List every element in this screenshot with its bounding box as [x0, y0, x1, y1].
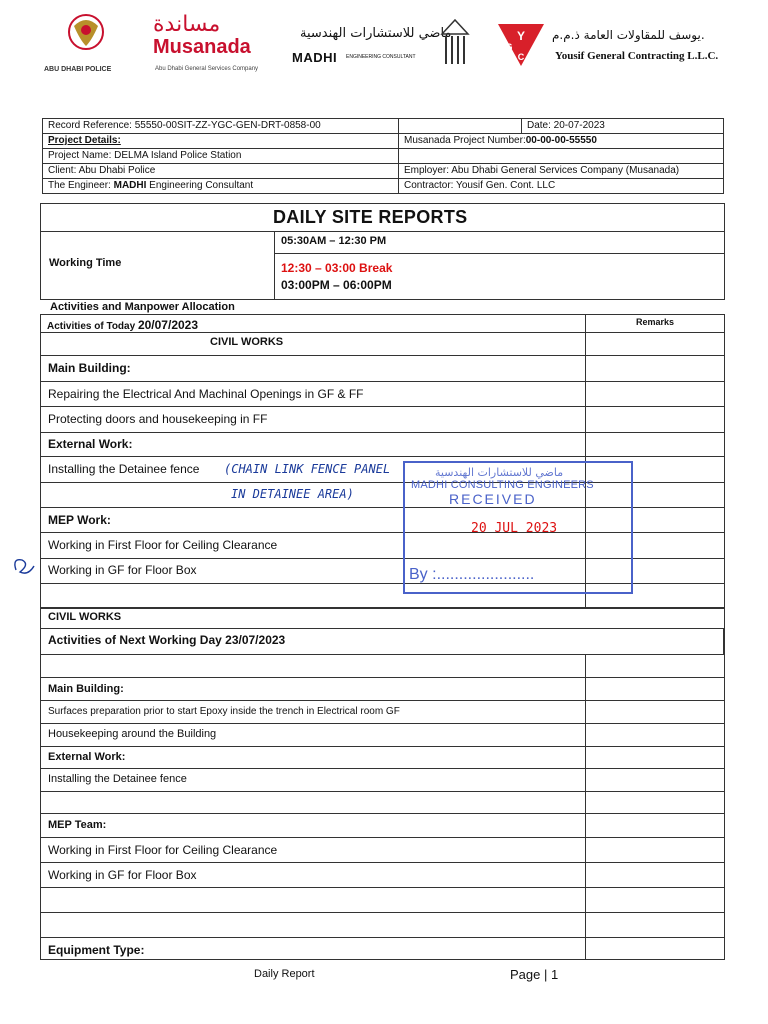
musanada-project-value: 00-00-00-55550: [525, 135, 597, 146]
record-reference: Record Reference: 55550-00SIT-ZZ-YGC-GEN-DRT-0858-00: [43, 119, 399, 134]
external-work-heading: External Work:: [48, 437, 133, 451]
today-activity-item: Repairing the Electrical And Machinal Openings in GF & FF: [48, 387, 364, 401]
today-activity-item: Working in GF for Floor Box: [48, 563, 197, 577]
working-time-1: 05:30AM – 12:30 PM: [281, 235, 387, 247]
divider: [40, 862, 725, 863]
info-empty-cell: [399, 149, 724, 164]
mep-team-heading: MEP Team:: [48, 819, 107, 831]
civil-works-heading: CIVIL WORKS: [210, 336, 284, 348]
mep-work-heading: MEP Work:: [48, 513, 111, 527]
main-building-heading: Main Building:: [48, 361, 131, 375]
divider: [274, 253, 725, 254]
divider: [40, 381, 725, 382]
stamp-arabic-mark: ماضي للاستشارات الهندسية: [435, 466, 564, 479]
madhi-arabic-mark: ماضي للاستشارات الهندسية: [300, 26, 452, 41]
activities-today-label: [47, 318, 198, 332]
client: Client: Abu Dhabi Police: [43, 164, 399, 179]
divider: [40, 654, 725, 655]
equipment-type-label: Equipment Type:: [48, 943, 145, 957]
divider: [40, 912, 725, 913]
madhi-building-icon: [440, 18, 470, 66]
divider: [40, 677, 725, 678]
next-day-heading: Activities of Next Working Day 23/07/2023: [48, 633, 286, 647]
remarks-header: Remarks: [636, 317, 675, 327]
next-activity-item: Surfaces preparation prior to start Epoxy inside the trench in Electrical room GF: [48, 706, 400, 717]
divider: [40, 628, 725, 629]
yousif-logo-text: Yousif General Contracting L.L.C.: [555, 50, 719, 62]
report-title: DAILY SITE REPORTS: [273, 207, 468, 227]
divider: [40, 355, 725, 356]
engineer-rest: Engineering Consultant: [146, 180, 254, 191]
divider: [40, 231, 725, 232]
employer: Employer: Abu Dhabi General Services Company (Musanada): [399, 164, 724, 179]
report-date: Date: 20-07-2023: [522, 119, 724, 134]
musanada-arabic-mark: مساندة: [153, 12, 221, 37]
madhi-logo-text: MADHI: [292, 50, 338, 65]
next-activity-item: Working in GF for Floor Box: [48, 868, 197, 882]
external-work-heading: External Work:: [48, 751, 126, 763]
activities-heading: Activities and Manpower Allocation: [50, 301, 235, 313]
engineer-name: MADHI: [113, 180, 147, 191]
divider: [40, 406, 725, 407]
next-activity-item: Housekeeping around the Building: [48, 728, 217, 740]
working-time-2: 03:00PM – 06:00PM: [281, 278, 392, 292]
divider: [40, 768, 725, 769]
musanada-logo-subtext: Abu Dhabi General Services Company: [155, 66, 259, 72]
civil-works-heading: CIVIL WORKS: [48, 611, 122, 623]
main-building-heading: Main Building:: [48, 683, 124, 695]
next-activity-item: Installing the Detainee fence: [48, 773, 187, 785]
musanada-project-number: [399, 134, 724, 149]
divider: [40, 432, 725, 433]
divider: [40, 937, 725, 938]
divider: [40, 700, 725, 701]
divider: [274, 231, 275, 300]
handwritten-note: IN DETAINEE AREA): [231, 487, 354, 501]
activities-today-text: Activities of Today: [47, 321, 138, 332]
musanada-project-label: Musanada Project Number:: [404, 135, 526, 146]
info-spacer: [399, 119, 522, 134]
divider: [40, 456, 725, 457]
break-time: 12:30 – 03:00 Break: [281, 261, 393, 275]
next-activity-item: Working in First Floor for Ceiling Clearance: [48, 843, 278, 857]
handwritten-initials-icon: [10, 550, 38, 580]
divider: [40, 837, 725, 838]
today-activity-item: Installing the Detainee fence: [48, 462, 200, 476]
divider: [40, 813, 725, 814]
received-stamp: [403, 461, 633, 594]
divider: [40, 332, 725, 333]
police-emblem-icon: [56, 10, 116, 56]
engineer: [43, 179, 399, 194]
stamp-line-1: MADHI CONSULTING ENGINEERS: [411, 479, 594, 491]
yousif-arabic-mark: يوسف للمقاولات العامة ذ.م.م.: [552, 28, 705, 42]
madhi-logo-subtext: ENGINEERING CONSULTANT: [346, 54, 416, 60]
page-number: Page | 1: [510, 967, 559, 982]
working-time-label: Working Time: [49, 257, 122, 269]
today-activity-item: Working in First Floor for Ceiling Clearance: [48, 538, 278, 552]
stamp-by: By :......................: [409, 566, 535, 583]
engineer-label: The Engineer:: [48, 180, 114, 191]
stamp-line-2: RECEIVED: [449, 491, 537, 507]
footer-left: Daily Report: [254, 968, 315, 980]
project-name: Project Name: DELMA Island Police Station: [43, 149, 399, 164]
project-details-label: Project Details:: [43, 134, 399, 149]
svg-text:Y: Y: [516, 29, 526, 43]
project-info-table: [42, 118, 724, 194]
divider: [40, 746, 725, 747]
svg-text:G: G: [505, 42, 513, 52]
today-activity-item: Protecting doors and housekeeping in FF: [48, 412, 268, 426]
handwritten-note: (CHAIN LINK FENCE PANEL: [224, 462, 391, 476]
ygc-logo-icon: [496, 22, 546, 68]
divider: [40, 791, 725, 792]
activities-today-date: 20/07/2023: [137, 318, 199, 332]
divider: [40, 887, 725, 888]
contractor: Contractor: Yousif Gen. Cont. LLC: [399, 179, 724, 194]
divider: [723, 628, 724, 654]
musanada-logo-text: Musanada: [153, 36, 251, 58]
police-logo-text: ABU DHABI POLICE: [44, 66, 112, 73]
divider: [40, 723, 725, 724]
svg-text:C: C: [517, 52, 525, 62]
stamp-date: 20 JUL 2023: [471, 521, 558, 536]
